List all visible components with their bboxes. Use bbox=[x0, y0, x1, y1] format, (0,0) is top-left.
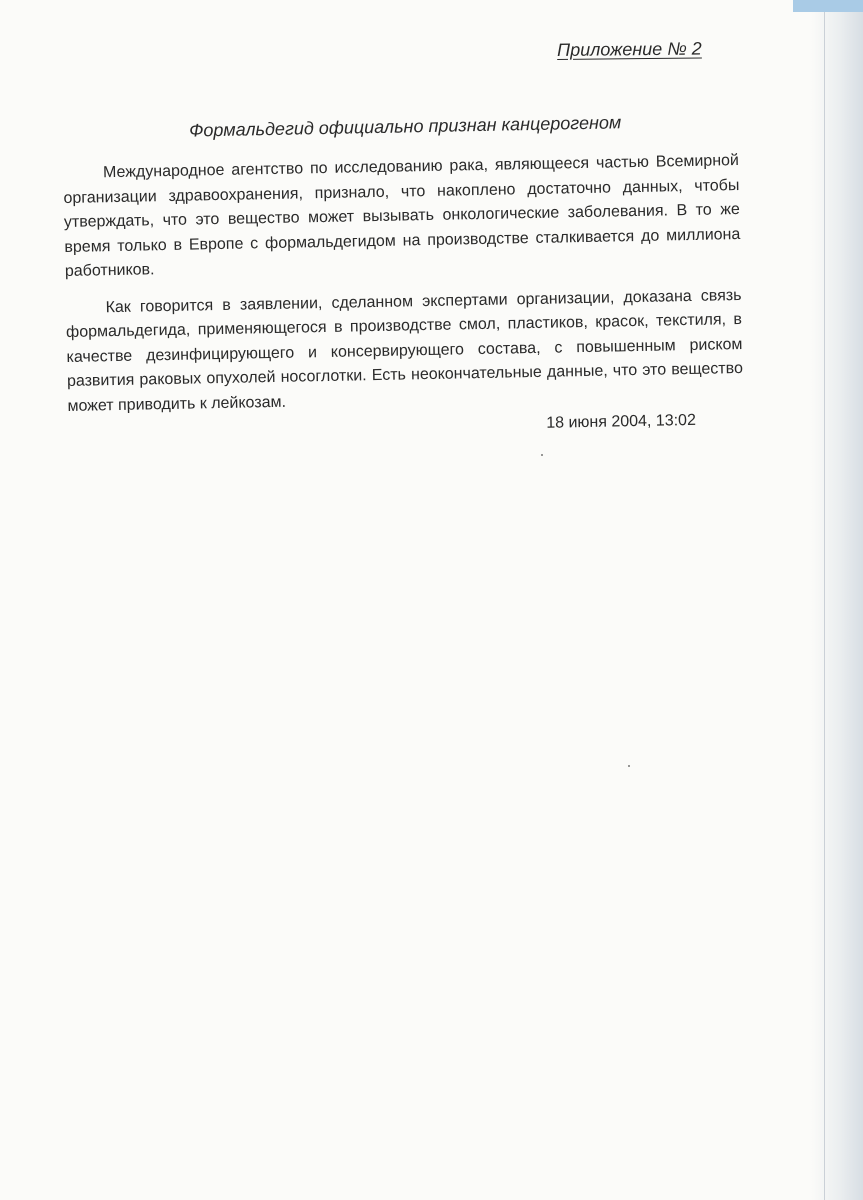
page-edge-line bbox=[824, 0, 825, 1200]
scan-speck bbox=[541, 454, 543, 456]
page-corner-tint bbox=[793, 0, 863, 12]
document-body bbox=[62, 107, 744, 445]
appendix-label: Приложение № 2 bbox=[557, 38, 702, 60]
document-date: 18 июня 2004, 13:02 bbox=[546, 411, 697, 432]
page-edge-shadow bbox=[811, 0, 863, 1200]
document-title: Формальдегид официально признан канцерогеном bbox=[188, 112, 622, 141]
paragraph-1: Международное агентство по исследованию рака, являющееся частью Всемирной организации здравоохранения, признало, что накоплено достаточно данных, чтобы утверждать, что это вещество может вызывать онкологические заболевания. В то же время только в Европе с формальдегидом на производстве сталкивается до миллиона работников. bbox=[63, 152, 741, 280]
scan-speck bbox=[628, 765, 630, 767]
paragraph-2: Как говорится в заявлении, сделанном экспертами организации, доказана связь формальдегида, применяющегося в производстве смол, пластиков, красок, текстиля, в качестве дезинфицирующего и консервирующего состава, с повышенным риском развития раковых опухолей носоглотки. Есть неокончательные данные, что это вещество может приводить к лейкозам. bbox=[65, 286, 744, 415]
